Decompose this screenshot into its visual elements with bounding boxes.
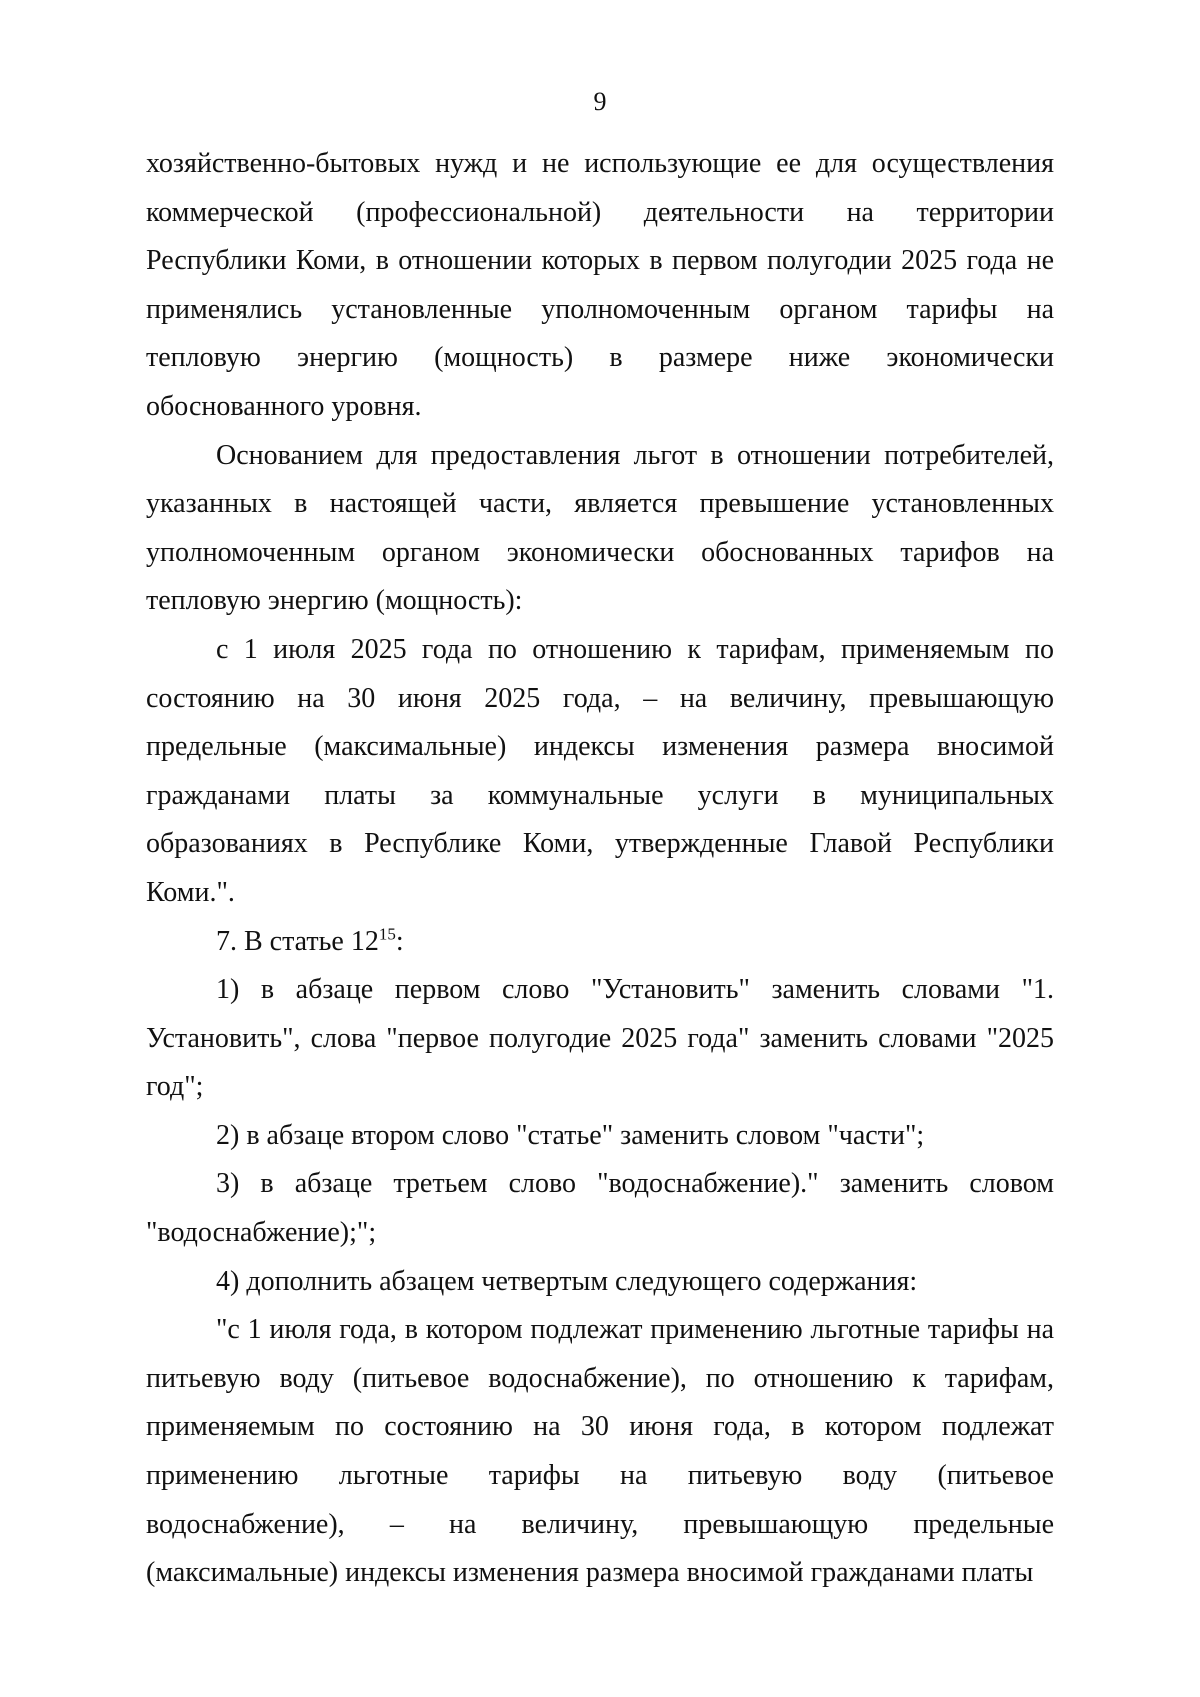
list-item-2: 2) в абзаце втором слово "статье" заменить словом "части";: [216, 1119, 925, 1151]
article-7-superscript: 15: [378, 924, 396, 944]
paragraph-article-7: [146, 918, 1054, 967]
paragraph-from-july-2025: с 1 июля 2025 года по отношению к тарифам, применяемым по состоянию на 30 июня 2025 года, – на величину, превышающую предельные (максимальные) индексы изменения размера вносимой гражданами платы за коммунальные услуги в муниципальных образованиях в Республике Коми, утвержденные Главой Республики Коми.".: [146, 633, 1054, 908]
page-number: 9: [593, 87, 607, 116]
paragraph-continuation: хозяйственно-бытовых нужд и не использующие ее для осуществления коммерческой (профессиональной) деятельности на территории Республики Коми, в отношении которых в первом полугодии 2025 года не применялись установленные уполномоченным органом тарифы на тепловую энергию (мощность) в размере ниже экономически обоснованного уровня.: [146, 148, 1054, 422]
list-item-3: 3) в абзаце третьем слово "водоснабжение)." заменить словом "водоснабжение);";: [146, 1168, 1054, 1249]
paragraph-quoted-addition: "с 1 июля года, в котором подлежат применению льготные тарифы на питьевую воду (питьевое водоснабжение), по отношению к тарифам, применяемым по состоянию на 30 июня года, в котором подлежат применению льготные тарифы на питьевую воду (питьевое водоснабжение), – на величину, превышающую предельные (максимальные) индексы изменения размера вносимой гражданами платы: [146, 1314, 1054, 1589]
article-7-suffix: :: [395, 925, 404, 957]
list-item-1: 1) в абзаце первом слово "Установить" заменить словами "1. Установить", слова "первое полугодие 2025 года" заменить словами "2025 год";: [146, 974, 1054, 1103]
document-body: [146, 140, 1054, 1598]
paragraph-basis: Основанием для предоставления льгот в отношении потребителей, указанных в настоящей части, является превышение установленных уполномоченным органом экономически обоснованных тарифов на тепловую энергию (мощность):: [146, 439, 1054, 617]
article-7-text: 7. В статье 12: [216, 925, 379, 957]
list-item-4: 4) дополнить абзацем четвертым следующего содержания:: [216, 1265, 918, 1297]
